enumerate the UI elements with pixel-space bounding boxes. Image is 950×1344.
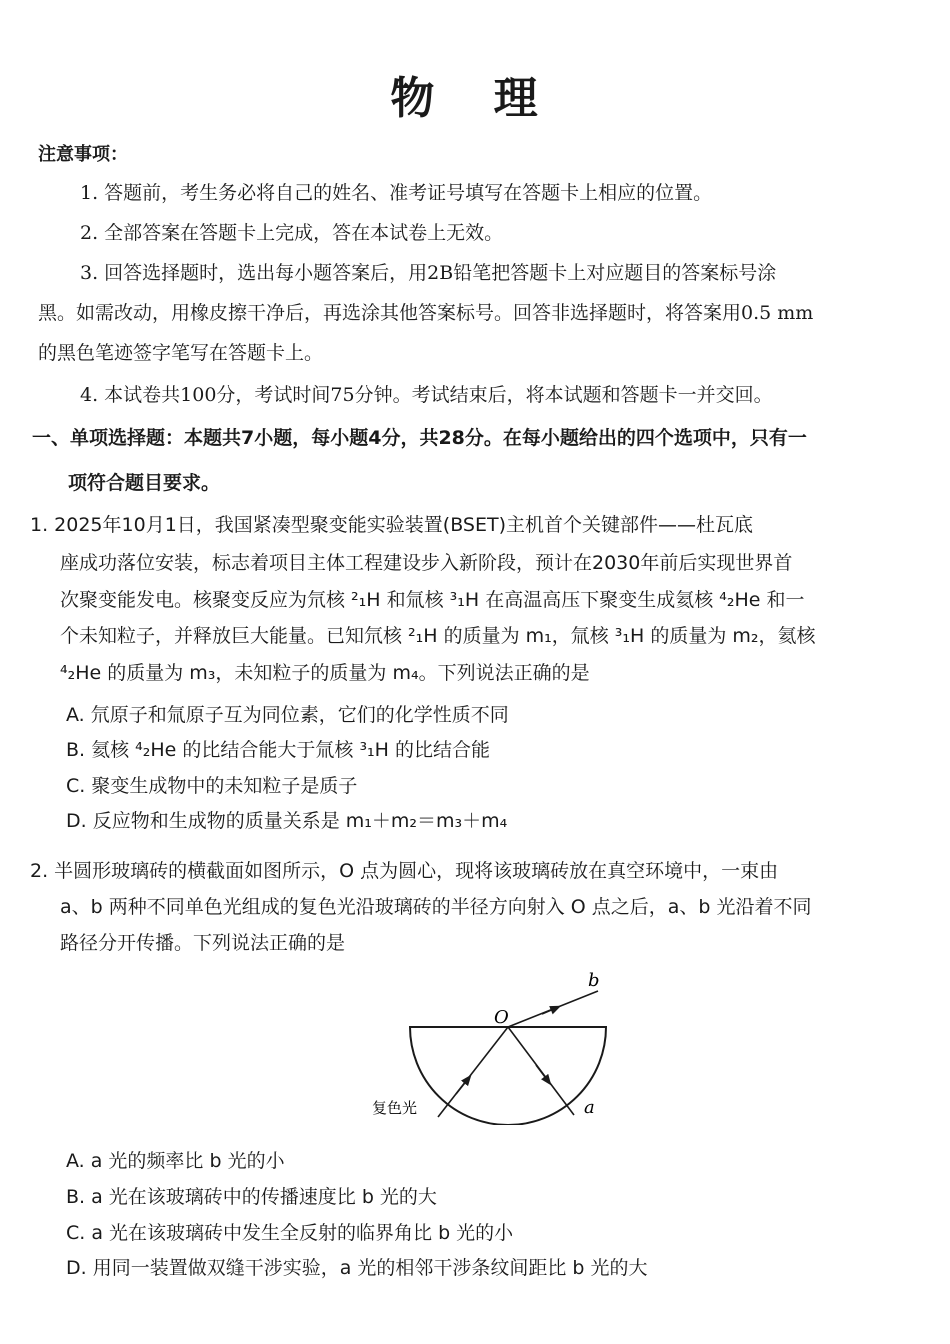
q2-option-c: C. a 光在该玻璃砖中发生全反射的临界角比 b 光的小 <box>66 1222 514 1244</box>
label-incident: 复色光 <box>372 1099 418 1117</box>
q2-stem-line-3: 路径分开传播。下列说法正确的是 <box>60 932 346 954</box>
notes-heading: 注意事项： <box>38 144 128 165</box>
q2-option-a: A. a 光的频率比 b 光的小 <box>66 1150 285 1172</box>
q1-stem-line-4: 个未知粒子，并释放巨大能量。已知氘核 ²₁H 的质量为 m₁，氚核 ³₁H 的质量为 m₂，氦核 <box>60 625 816 647</box>
q1-stem-line-2: 座成功落位安装，标志着项目主体工程建设步入新阶段，预计在2030年前后实现世界首 <box>60 552 793 574</box>
q1-stem-line-5: ⁴₂He 的质量为 m₃，未知粒子的质量为 m₄。下列说法正确的是 <box>60 662 590 684</box>
q2-option-b: B. a 光在该玻璃砖中的传播速度比 b 光的大 <box>66 1186 437 1208</box>
label-o: O <box>494 1007 509 1028</box>
note-item-3-line-1: 3. 回答选择题时，选出每小题答案后，用2B铅笔把答题卡上对应题目的答案标号涂 <box>80 262 777 284</box>
q2-stem-line-1: 2. 半圆形玻璃砖的横截面如图所示，O 点为圆心，现将该玻璃砖放在真空环境中，一束由 <box>30 860 779 882</box>
note-item-3-line-2: 黑。如需改动，用橡皮擦干净后，再选涂其他答案标号。回答非选择题时，将答案用0.5 mm <box>38 302 814 324</box>
q1-option-b: B. 氦核 ⁴₂He 的比结合能大于氚核 ³₁H 的比结合能 <box>66 739 491 761</box>
q1-stem-line-3: 次聚变能发电。核聚变反应为氘核 ²₁H 和氚核 ³₁H 在高温高压下聚变生成氦核 ⁴₂He 和一 <box>60 589 805 611</box>
q2-option-d: D. 用同一装置做双缝干涉实验，a 光的相邻干涉条纹间距比 b 光的大 <box>66 1257 648 1279</box>
section-heading-line-2: 项符合题目要求。 <box>68 472 221 494</box>
q1-option-d: D. 反应物和生成物的质量关系是 m₁＋m₂＝m₃＋m₄ <box>66 810 508 832</box>
note-item-1: 1. 答题前，考生务必将自己的姓名、准考证号填写在答题卡上相应的位置。 <box>80 182 713 204</box>
q1-stem-line-1: 1. 2025年10月1日，我国紧凑型聚变能实验装置(BSET)主机首个关键部件——杜瓦底 <box>30 514 753 536</box>
label-a: a <box>584 1097 595 1118</box>
semicircle-glass-figure <box>360 965 640 1125</box>
note-item-2: 2. 全部答案在答题卡上完成，答在本试卷上无效。 <box>80 222 504 244</box>
glass-semicircle <box>410 1027 606 1125</box>
q1-option-a: A. 氘原子和氚原子互为同位素，它们的化学性质不同 <box>66 704 509 726</box>
incident-ray <box>438 1027 508 1117</box>
note-item-4: 4. 本试卷共100分，考试时间75分钟。考试结束后，将本试题和答题卡一并交回。 <box>80 384 773 406</box>
q1-option-c: C. 聚变生成物中的未知粒子是质子 <box>66 775 358 797</box>
section-heading-line-1: 一、单项选择题：本题共7小题，每小题4分，共28分。在每小题给出的四个选项中，只有一 <box>32 427 807 449</box>
page-title: 物 理 <box>390 73 560 124</box>
q2-stem-line-2: a、b 两种不同单色光组成的复色光沿玻璃砖的半径方向射入 O 点之后，a、b 光沿着不同 <box>60 896 812 918</box>
note-item-3-line-3: 的黑色笔迹签字笔写在答题卡上。 <box>38 342 324 364</box>
label-b: b <box>588 970 600 991</box>
